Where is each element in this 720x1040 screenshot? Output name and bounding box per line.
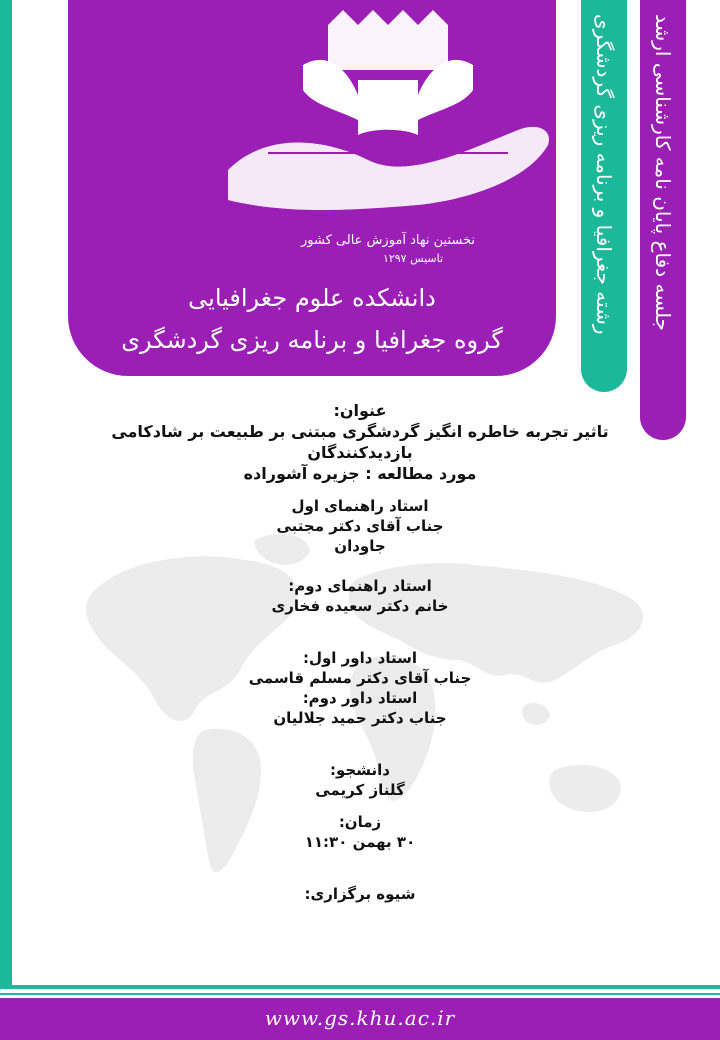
field-ribbon-text: رشته جغرافیا و برنامه ریزی گردشگری <box>592 14 616 335</box>
logo-year: تاسیس ۱۲۹۷ <box>382 252 444 265</box>
student-name: گلناز کریمی <box>315 781 405 799</box>
advisor2-name: خانم دکتر سعیده فخاری <box>271 597 449 615</box>
thesis-title-line1: تاثیر تجربه خاطره انگیز گردشگری مبتنی بر طبیعت بر شادکامی <box>111 422 609 441</box>
footer-divider-thick <box>0 985 720 989</box>
title-label: عنوان: <box>333 401 387 420</box>
advisor1-name-line2: جاودان <box>334 537 386 555</box>
advisor2-label: استاد راهنمای دوم: <box>288 577 432 595</box>
referee1-name: جناب آقای دکتر مسلم قاسمی <box>248 669 472 687</box>
website-link[interactable]: www.gs.khu.ac.ir <box>264 1006 456 1030</box>
referee1-label: استاد داور اول: <box>302 649 418 667</box>
referee2-name: جناب دکتر حمید جلالیان <box>273 709 447 727</box>
field-ribbon <box>581 0 627 392</box>
session-ribbon-text: جلسه دفاع پایان نامه کارشناسی ارشد <box>651 14 675 331</box>
logo-subtitle: نخستین نهاد آموزش عالی کشور <box>301 233 475 248</box>
time-label: زمان: <box>338 813 382 831</box>
university-logo <box>208 10 568 275</box>
time-value: ۳۰ بهمن ۱۱:۳۰ <box>304 833 416 851</box>
faculty-name: دانشکده علوم جغرافیایی <box>188 284 436 312</box>
referee2-label: استاد داور دوم: <box>302 689 418 707</box>
left-accent-bar <box>0 0 12 985</box>
advisor1-label: استاد راهنمای اول <box>291 497 429 515</box>
format-label: شیوه برگزاری: <box>304 885 416 903</box>
case-study: مورد مطالعه : جزیره آشوراده <box>243 464 477 483</box>
advisor1-name-line1: جناب آقای دکتر مجتبی <box>276 517 444 535</box>
footer-bar <box>0 998 720 1040</box>
thesis-title-line2: بازدیدکنندگان <box>307 443 413 462</box>
department-name: گروه جغرافیا و برنامه ریزی گردشگری <box>121 326 503 354</box>
header-banner <box>68 0 556 376</box>
student-label: دانشجو: <box>330 761 390 779</box>
thesis-info <box>60 400 660 904</box>
session-ribbon <box>640 0 686 440</box>
footer-divider-thin <box>0 993 720 995</box>
